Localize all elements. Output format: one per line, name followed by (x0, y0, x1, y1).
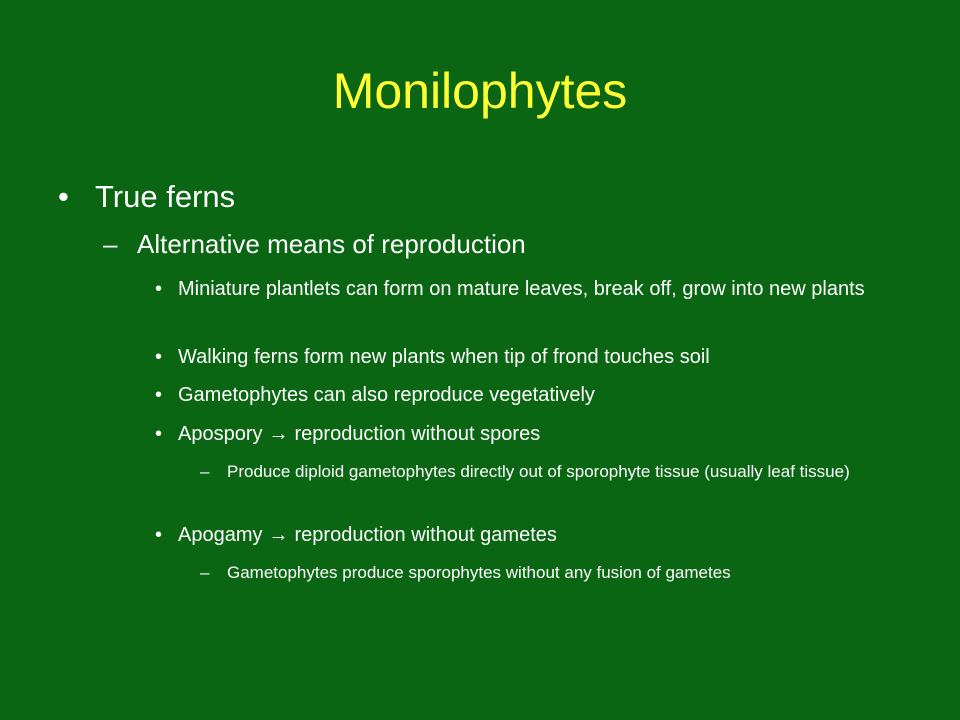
bullet-marker: • (155, 524, 163, 546)
bullet-apogamy (155, 522, 895, 549)
bullet-true-ferns (58, 178, 918, 216)
bullet-apospory (155, 421, 895, 448)
dash-marker: – (200, 462, 210, 481)
bullet-text: Alternative means of reproduction (137, 229, 526, 259)
bullet-text: Gametophytes can also reproduce vegetatively (178, 384, 595, 406)
bullet-marker: • (155, 278, 163, 300)
bullet-marker: • (58, 179, 69, 214)
bullet-marker: • (155, 384, 163, 406)
bullet-marker: • (155, 423, 163, 445)
bullet-alternative-reproduction (103, 228, 923, 260)
dash-marker: – (103, 229, 118, 259)
bullet-text: True ferns (95, 179, 236, 214)
subbullet-apogamy-detail (200, 560, 900, 586)
bullet-marker: • (155, 346, 163, 368)
bullet-text: Gametophytes produce sporophytes without any fusion of gametes (227, 563, 731, 582)
bullet-text: Miniature plantlets can form on mature leaves, break off, grow into new plants (178, 278, 865, 300)
bullet-text: Produce diploid gametophytes directly out of sporophyte tissue (usually leaf tissue) (227, 462, 850, 481)
arrow-icon: → (268, 524, 289, 546)
term-apospory: Apospory (178, 423, 263, 445)
bullet-text: Walking ferns form new plants when tip of frond touches soil (178, 346, 710, 368)
slide-title: Monilophytes (332, 63, 628, 119)
bullet-plantlets (155, 276, 895, 303)
bullet-text (178, 421, 895, 448)
term-apogamy: Apogamy (178, 524, 263, 546)
subbullet-apospory-detail (200, 459, 900, 485)
definition-apogamy: reproduction without gametes (294, 524, 557, 546)
arrow-icon: → (268, 423, 289, 445)
dash-marker: – (200, 563, 210, 582)
bullet-walking-ferns (155, 344, 895, 371)
bullet-text (178, 522, 895, 549)
bullet-gametophytes-vegetative (155, 382, 895, 409)
definition-apospory: reproduction without spores (294, 423, 541, 445)
